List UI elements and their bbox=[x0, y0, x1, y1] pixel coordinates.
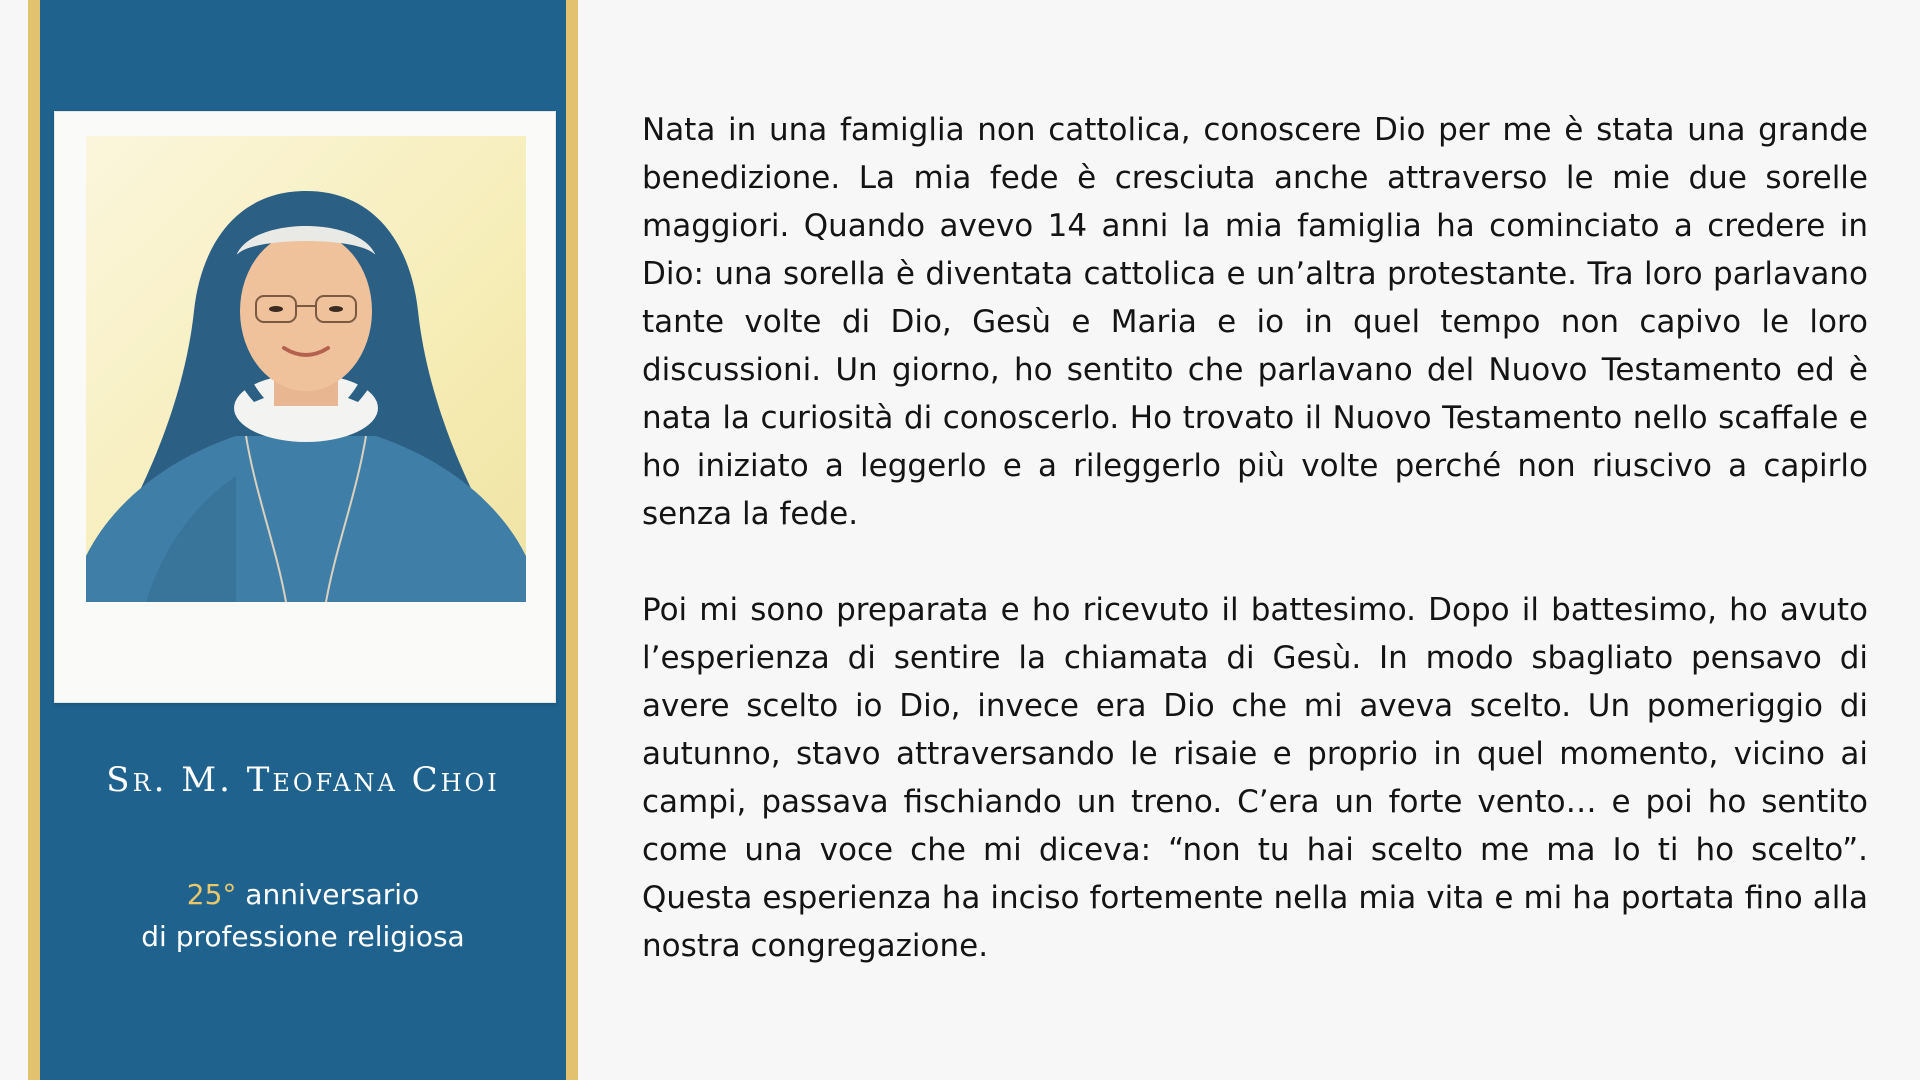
testimony-paragraph-2: Poi mi sono preparata e ho ricevuto il battesimo. Dopo il battesimo, ho avuto l’esperienza di sentire la chiamata di Gesù. In modo sbagliato pensavo di avere scelto io Dio, invece era Dio che mi aveva scelto. Un pomeriggio di autunno, stavo attraversando le risaie e proprio in quel momento, vicino ai campi, passava fischiando un treno. C’era un forte vento… e poi ho sentito come una voce che mi diceva: “non tu hai scelto me ma Io ti ho scelto”. Questa esperienza ha inciso fortemente nella mia vita e mi ha portata fino alla nostra congregazione. bbox=[642, 592, 1868, 964]
portrait-illustration bbox=[86, 136, 526, 602]
anniversary-number: 25° bbox=[186, 878, 237, 911]
person-name: Sr. M. Teofana Choi bbox=[106, 760, 500, 800]
testimony-paragraph-1: Nata in una famiglia non cattolica, conoscere Dio per me è stata una grande benedizione. La mia fede è cresciuta anche attraverso le mie due sorelle maggiori. Quando avevo 14 anni la mia famiglia ha cominciato a credere in Dio: una sorella è diventata cattolica e un’altra protestante. Tra loro parlavano tante volte di Dio, Gesù e Maria e io in quel tempo non capivo le loro discussioni. Un giorno, ho sentito che parlavano del Nuovo Testamento ed è nata la curiosità di conoscerlo. Ho trovato il Nuovo Testamento nello scaffale e ho iniziato a leggerlo e a rileggerlo più volte perché non riuscivo a capirlo senza la fede. bbox=[642, 112, 1868, 532]
anniversary-line-1 bbox=[40, 874, 566, 916]
anniversary-line-2: di professione religiosa bbox=[141, 920, 465, 953]
polaroid-frame bbox=[54, 111, 556, 703]
portrait-photo bbox=[86, 136, 526, 602]
profile-side-panel bbox=[28, 0, 578, 1080]
anniversary-caption bbox=[40, 874, 566, 958]
anniversary-word: anniversario bbox=[236, 878, 420, 911]
testimony-text bbox=[642, 106, 1868, 1018]
